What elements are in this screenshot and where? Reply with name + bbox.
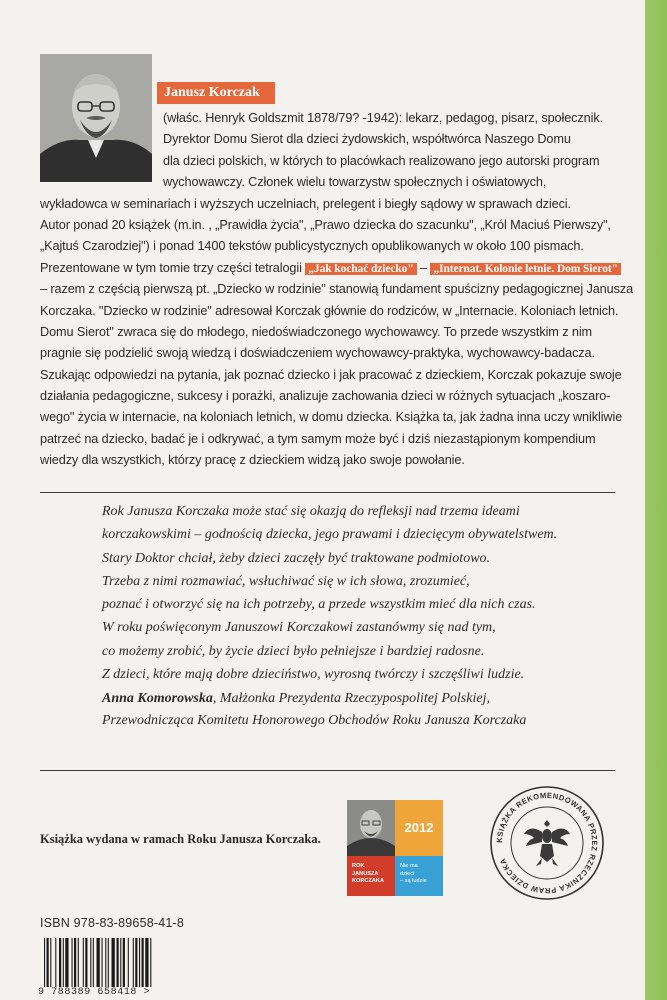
green-spine-edge <box>645 0 667 1000</box>
barcode-bar <box>128 938 129 988</box>
logo-year: 2012 <box>395 800 443 856</box>
quote-attribution <box>102 688 622 732</box>
barcode-bar <box>90 938 91 988</box>
quote-author-role-2: Przewodnicząca Komitetu Honorowego Obchodów Roku Janusza Korczaka <box>102 713 527 728</box>
barcode-bar <box>85 938 87 988</box>
bio-line: Szukając odpowiedzi na pytania, jak poznać dziecko i jak pracować z dzieckiem, Korczak pokazuje swoje <box>40 367 622 382</box>
barcode-bar <box>139 938 140 988</box>
bio-line: „Kajtuś Czarodziej") i ponad 1400 tekstów publicystycznych opublikowanych w około 100 pismach. <box>40 239 584 254</box>
bio-line: – razem z częścią pierwszą pt. „Dziecko w rodzinie" stanowią fundament spuścizny pedagogicznej Janusza <box>40 282 634 297</box>
author-name-badge: Janusz Korczak <box>157 82 275 104</box>
barcode-bar <box>105 938 106 988</box>
bio-line: pragnie się podzielić swoją wiedzą i doświadczeniem wychowawcy-praktyka, wychowawcy-badacza. <box>40 346 595 361</box>
barcode-bar <box>55 938 56 988</box>
endorsement-quote <box>102 500 622 686</box>
barcode-bar <box>97 938 100 988</box>
barcode-bar <box>83 938 84 988</box>
barcode-bar <box>44 938 45 988</box>
barcode-bar <box>78 938 79 988</box>
korczak-year-logo <box>347 800 443 896</box>
logo-blue-text: Nie ma <box>400 863 418 869</box>
barcode-bar <box>120 938 121 988</box>
bio-line: Autor ponad 20 książek (m.in. , „Prawidła życia", „Prawo dziecka do szacunku", „Król Maciuś Pierwszy", <box>40 217 611 232</box>
barcode-bar <box>112 938 115 988</box>
barcode-bar <box>59 938 61 988</box>
barcode-bar <box>133 938 134 988</box>
bio-line: dla dzieci polskich, w których to placówkach realizowano jego autorski program <box>163 153 600 168</box>
bio-line: wego" życia w internacie, na koloniach letnich, w domu dziecka. Książka ta, jak żadna inna uczy wnikliwie <box>40 410 623 425</box>
logo-portrait <box>347 800 395 856</box>
eagle-emblem-icon <box>524 820 570 866</box>
barcode-bar <box>50 938 51 988</box>
quote-line: W roku poświęconym Januszowi Korczakowi zastanówmy się nad tym, <box>102 620 496 636</box>
publication-note: Książka wydana w ramach Roku Janusza Korczaka. <box>40 832 321 846</box>
barcode-bar <box>72 938 73 988</box>
bio-line-with-highlights <box>40 258 620 279</box>
quote-line: Trzeba z nimi rozmawiać, wsłuchiwać się w ich słowa, zrozumieć, <box>102 573 470 589</box>
barcode <box>40 938 196 988</box>
quote-line: co możemy zrobić, by życie dzieci było pełniejsze i bardziej radosne. <box>102 643 485 659</box>
logo-blue-panel <box>395 856 443 896</box>
book-title-highlight-1: „Jak kochać dziecko" <box>305 263 416 275</box>
barcode-bar <box>123 938 125 988</box>
quote-line: Z dzieci, które mają dobre dzieciństwo, wyrosną twórczy i szczęśliwi ludzie. <box>102 667 525 683</box>
bio-line: Dyrektor Domu Sierot dla dzieci żydowskich, współtwórca Naszego Domu <box>163 132 571 147</box>
logo-blue-text: – są ludzie <box>400 878 427 884</box>
barcode-bar <box>142 938 144 988</box>
divider-top <box>40 492 615 493</box>
barcode-bar <box>63 938 64 988</box>
logo-red-text: JANUSZA <box>352 870 379 877</box>
barcode-bar <box>102 938 103 988</box>
barcode-bar <box>150 938 151 988</box>
isbn-number: ISBN 978-83-89658-41-8 <box>40 916 185 930</box>
bio-line: wiedzy dla wszystkich, którzy pracę z dzieckiem widzą jako swoje powołanie. <box>40 453 465 468</box>
barcode-bar <box>145 938 148 988</box>
bio-line: działania pedagogiczne, sukcesy i porażki, analizuje zachowania dzieci w różnych sytuacjach „koszaro- <box>40 389 611 404</box>
barcode-bar <box>108 938 109 988</box>
barcode-bar <box>117 938 119 988</box>
barcode-bar <box>135 938 137 988</box>
book-title-highlight-2: „Internat. Kolonie letnie. Dom Sierot" <box>430 263 620 275</box>
seal-text: KSIĄŻKA REKOMENDOWANA PRZEZ RZECZNIKA PRAW DZIECKA <box>494 790 600 896</box>
quote-line: poznać i otworzyć się na ich potrzeby, a przede wszystkim mieć dla nich czas. <box>102 597 536 613</box>
quote-author: Anna Komorowska <box>102 691 213 706</box>
author-bio <box>40 108 634 472</box>
quote-line: Stary Doktor chciał, żeby dzieci zaczęły być traktowane podmiotowo. <box>102 550 491 566</box>
bio-line: patrzeć na dziecko, badać je i odkrywać, a tym samym może być i dziś niezastąpionym kompendium <box>40 431 596 446</box>
bio-line: wykładowca w seminariach i wyższych uczelniach, prelegent i biegły sądowy w sprawach dzieci. <box>40 196 571 211</box>
bio-line: Domu Sierot" zwraca się do młodego, niedoświadczonego wychowawcy. To przede wszystkim z nim <box>40 324 593 339</box>
logo-red-text: ROK <box>352 863 365 869</box>
quote-line: korczakowskimi – godnością dziecka, jego prawami i dziecięcym obywatelstwem. <box>102 527 558 543</box>
barcode-bar <box>74 938 76 988</box>
logo-red-text: KORCZAKA <box>352 878 385 884</box>
barcode-bar <box>93 938 94 988</box>
quote-author-role: , Małżonka Prezydenta Rzeczypospolitej Polskiej, <box>212 691 490 706</box>
bio-line: Korczaka. "Dziecko w rodzinie" adresował Korczak głównie do rodziców, w „Internacie. Koloniach letnich. <box>40 303 619 318</box>
barcode-bar <box>47 938 49 988</box>
bio-line: wychowawczy. Członek wielu towarzystw społecznych i oświatowych, <box>163 175 547 190</box>
bio-line-prefix: Prezentowane w tym tomie trzy części tetralogii <box>40 260 302 275</box>
logo-red-panel <box>347 856 395 896</box>
bio-line: (właśc. Henryk Goldszmit 1878/79? -1942): lekarz, pedagog, pisarz, społecznik. <box>163 111 603 125</box>
logo-blue-text: dzieci <box>400 870 415 877</box>
ombudsman-seal <box>488 784 606 902</box>
quote-line: Rok Janusza Korczaka może stać się okazją do refleksji nad trzema ideami <box>102 504 520 519</box>
divider-bottom <box>40 770 615 771</box>
barcode-digits: 9 788389 658418 > <box>38 987 198 998</box>
title-dash: – <box>416 260 431 275</box>
barcode-bar <box>65 938 68 988</box>
